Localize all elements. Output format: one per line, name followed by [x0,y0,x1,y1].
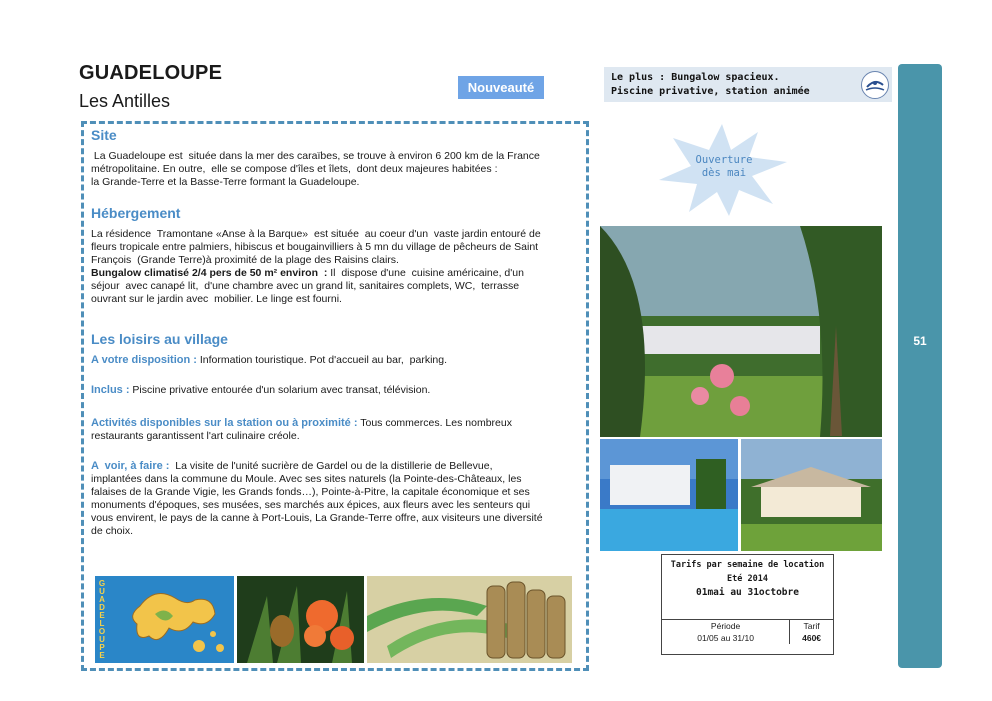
new-badge: Nouveauté [458,76,544,99]
sidebar-tab [898,64,942,668]
bungalow-rest: Il dispose d'une cuisine américaine, d'un [327,267,524,279]
activites-text: Tous commerces. Les nombreux [357,417,512,429]
disposition-label: A votre disposition : [91,354,197,366]
col-tarif: Tarif [790,620,833,633]
opening-line-1: Ouverture [695,154,753,166]
cell-price: 460€ [802,633,822,643]
tarifs-table [661,554,834,655]
site-heading: Site [91,127,117,143]
disposition-text: Information touristique. Pot d'accueil au bar, parking. [196,354,447,366]
bungalow-photo [741,439,882,551]
loisirs-heading: Les loisirs au village [91,331,228,347]
col-periode: Période [662,620,790,633]
le-plus-line-2: Piscine privative, station animée [611,86,810,97]
le-plus-line-1: Le plus : Bungalow spacieux. [611,72,780,83]
page-subtitle: Les Antilles [79,91,171,111]
garden-photo [600,226,882,437]
voir-text: La visite de l'unité sucrière de Gardel ou de la distillerie de Bellevue, [169,460,493,472]
activites-block [91,417,512,443]
page-number: 51 [913,334,927,348]
hebergement-line: François (Grande Terre)à proximité de la plage des Raisins clairs. [91,254,399,266]
opening-label [680,154,768,180]
site-line: La Guadeloupe est située dans la mer des caraïbes, se trouve à environ 6 200 km de la France [91,150,540,162]
opening-line-2: dès mai [701,167,747,179]
bungalow-bold: Bungalow climatisé 2/4 pers de 50 m² environ : [91,267,328,279]
flowers-photo [237,576,364,663]
inclus-label: Inclus : [91,384,130,396]
voir-line: implantées dans la commune du Moule. Avec ses sites naturels (la Pointe-des-Châteaux, les [91,473,522,485]
voir-label: A voir, à faire : [91,460,170,472]
activites-line: restaurants garantissent l'art culinaire créole. [91,430,300,442]
hebergement-line: fleurs tropicale entre palmiers, hibiscus et bougainvilliers à 5 mn du village de pêcheurs de Saint [91,241,539,253]
hebergement-heading: Hébergement [91,205,181,221]
voir-block [91,460,543,538]
map-label: GUADELOUPE [98,579,106,660]
site-text [91,150,540,189]
tarifs-line-1: Tarifs par semaine de location [670,560,825,570]
tarifs-grid [662,619,833,644]
tarifs-line-3: 01mai au 31octobre [696,587,799,598]
inclus-text: Piscine privative entourée d'un solarium avec transat, télévision. [129,384,431,396]
voir-line [91,460,543,473]
hebergement-line: La résidence Tramontane «Anse à la Barque» est située au coeur d'un vaste jardin entouré de [91,228,541,240]
le-plus-banner [604,67,892,102]
bungalow-line [91,267,541,280]
activites-line [91,417,512,430]
sugarcane-photo [367,576,572,663]
inclus-line [91,384,430,397]
activites-label: Activités disponibles sur la station ou à proximité : [91,417,358,429]
table-row [662,632,833,644]
hebergement-line: ouvrant sur le jardin avec mobilier. Le linge est fourni. [91,293,342,305]
brand-logo-icon [861,71,889,99]
cell-period: 01/05 au 31/10 [662,632,790,644]
voir-line: monuments d'époques, ses musées, ses marchés aux épices, aux fleurs avec les senteurs qui [91,499,531,511]
site-line: métropolitaine. En outre, elle se compose d'îles et îlets, dont deux majeures habitées : [91,163,498,175]
pool-photo [600,439,738,551]
page-title: GUADELOUPE [79,62,223,84]
voir-line: falaises de la Grande Vigie, les Grands fonds…), Pointe-à-Pitre, la capitale économique et ses [91,486,530,498]
voir-line: vous envirent, le pays de la canne à Port-Louis, La Grande-Terre offre, aux visiteurs une diversité [91,512,543,524]
tarifs-line-2: Eté 2014 [727,574,768,584]
hebergement-text [91,228,541,306]
hebergement-line: séjour avec canapé lit, d'une chambre avec un grand lit, sanitaires complets, WC, terrasse [91,280,520,292]
disposition-line [91,354,447,367]
map-photo [95,576,234,663]
site-line: la Grande-Terre et la Basse-Terre formant la Guadeloupe. [91,176,360,188]
table-header-row [662,620,833,633]
voir-line: de choix. [91,525,134,537]
